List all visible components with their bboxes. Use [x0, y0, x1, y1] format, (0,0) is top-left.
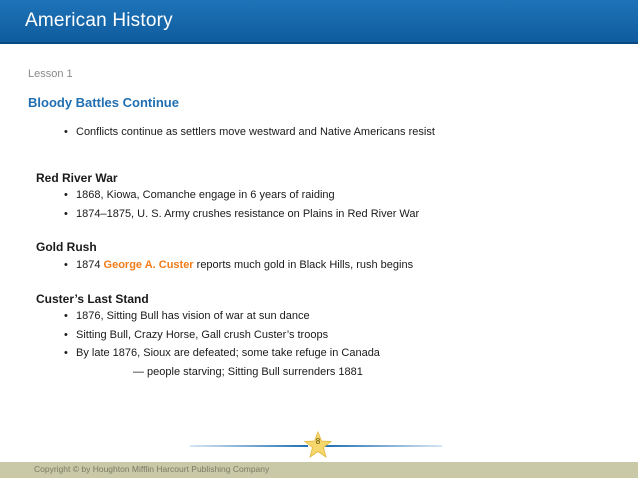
footer-rule-left — [190, 445, 308, 447]
footer-rule-right — [325, 445, 442, 447]
bullet-text: Sitting Bull, Crazy Horse, Gall crush Custer’s troops — [76, 329, 329, 341]
copyright-text: Copyright © by Houghton Mifflin Harcourt Publishing Company — [34, 464, 270, 474]
list-item — [64, 208, 419, 220]
bullet-text: Conflicts continue as settlers move westward and Native Americans resist — [76, 126, 435, 138]
custer-name-highlight: George A. Custer — [103, 259, 194, 271]
bullet-continuation: — people starving; Sitting Bull surrenders 1881 — [133, 366, 363, 378]
gold-rush-heading: Gold Rush — [36, 240, 97, 254]
bullet-text-prefix: 1874 — [76, 259, 104, 271]
bullet-text: 1876, Sitting Bull has vision of war at sun dance — [76, 310, 310, 322]
bullet-marker: • — [64, 126, 68, 138]
section-title: Bloody Battles Continue — [28, 95, 179, 110]
list-item — [64, 329, 328, 341]
bullet-text-suffix: reports much gold in Black Hills, rush begins — [193, 259, 414, 271]
slide-header — [0, 0, 638, 44]
bullet-marker: • — [64, 329, 68, 341]
custer-heading: Custer’s Last Stand — [36, 292, 149, 306]
bullet-marker: • — [64, 208, 68, 220]
bullet-marker: • — [64, 347, 68, 359]
bullet-text: By late 1876, Sioux are defeated; some take refuge in Canada — [76, 347, 380, 359]
bullet-text: 1874–1875, U. S. Army crushes resistance on Plains in Red River War — [76, 208, 420, 220]
bullet-marker: • — [64, 189, 68, 201]
intro-bullet — [64, 126, 435, 138]
list-item — [64, 189, 335, 201]
bullet-marker: • — [64, 259, 68, 271]
lesson-label: Lesson 1 — [28, 68, 73, 80]
bullet-marker: • — [64, 310, 68, 322]
page-number: 8 — [315, 437, 321, 446]
list-item — [64, 347, 380, 359]
list-item — [64, 310, 310, 322]
red-river-heading: Red River War — [36, 171, 118, 185]
list-item — [64, 259, 413, 271]
slide-title: American History — [25, 10, 173, 31]
footer-bar — [0, 462, 638, 478]
bullet-text: 1868, Kiowa, Comanche engage in 6 years of raiding — [76, 189, 335, 201]
